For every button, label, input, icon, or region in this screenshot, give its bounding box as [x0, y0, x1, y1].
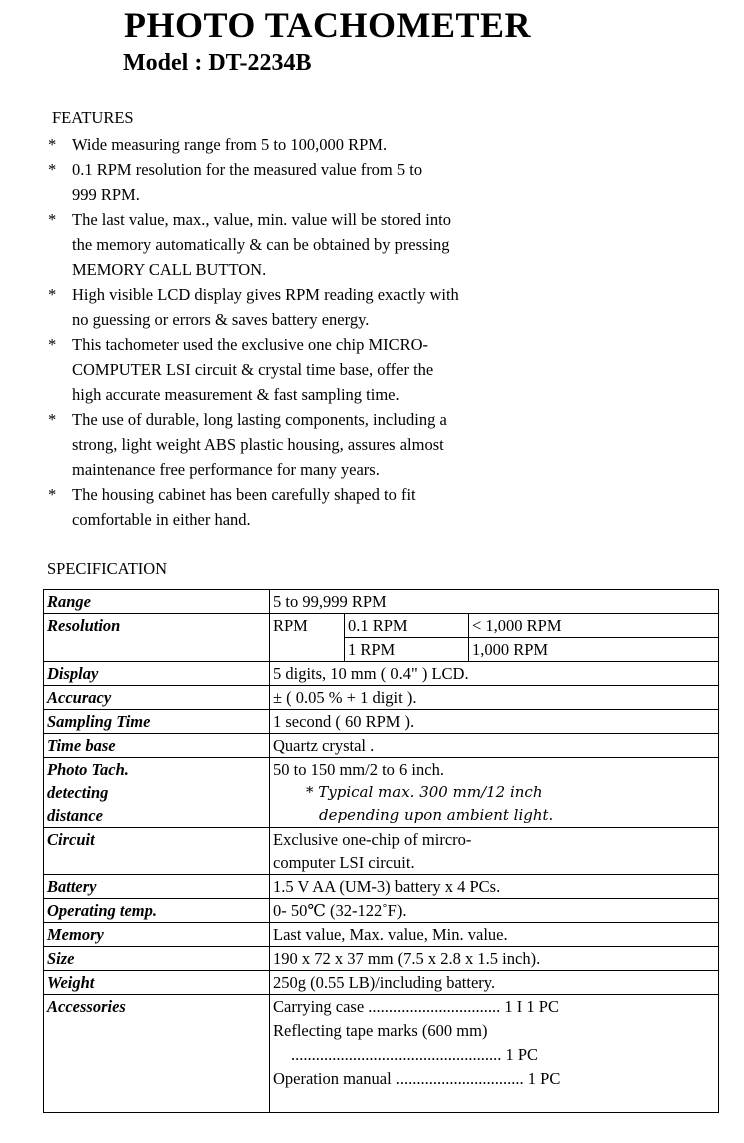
spec-value	[270, 995, 719, 1113]
spec-row-range	[44, 590, 719, 614]
resolution-unit: RPM	[270, 614, 345, 662]
bullet-asterisk: *	[48, 335, 57, 354]
spec-label: Resolution	[44, 614, 270, 662]
label-line: Photo Tach.	[47, 760, 129, 779]
feature-line: strong, light weight ABS plastic housing, assures almost	[72, 435, 444, 454]
features-heading: FEATURES	[52, 108, 134, 127]
bullet-asterisk: *	[48, 210, 57, 229]
feature-line: 0.1 RPM resolution for the measured value from 5 to	[72, 160, 423, 179]
model-number: Model : DT-2234B	[123, 50, 312, 76]
spec-value	[270, 758, 719, 828]
spec-label	[44, 758, 270, 828]
spec-value: 5 to 99,999 RPM	[270, 590, 719, 614]
resolution-value: 1 RPM	[345, 638, 469, 662]
bullet-asterisk: *	[48, 410, 57, 429]
specification-table	[43, 589, 719, 1113]
spec-row-timebase	[44, 734, 719, 758]
feature-line: maintenance free performance for many years.	[72, 460, 380, 479]
spec-row-sampling	[44, 710, 719, 734]
feature-line: The housing cabinet has been carefully shaped to fit	[72, 485, 416, 504]
spec-row-circuit	[44, 828, 719, 875]
bullet-asterisk: *	[48, 485, 57, 504]
spec-row-operating-temp	[44, 899, 719, 923]
bullet-asterisk: *	[48, 285, 57, 304]
spec-row-accessories	[44, 995, 719, 1113]
spec-value: 5 digits, 10 mm ( 0.4" ) LCD.	[270, 662, 719, 686]
feature-item	[46, 132, 542, 157]
value-line: 50 to 150 mm/2 to 6 inch.	[273, 760, 444, 779]
spec-label: Sampling Time	[44, 710, 270, 734]
spec-value	[270, 828, 719, 875]
spec-label: Circuit	[44, 828, 270, 875]
spec-row-weight	[44, 971, 719, 995]
value-line: computer LSI circuit.	[273, 853, 415, 872]
spec-value: 0- 50℃ (32-122˚F).	[270, 899, 719, 923]
feature-line: MEMORY CALL BUTTON.	[72, 260, 267, 279]
spec-value: 190 x 72 x 37 mm (7.5 x 2.8 x 1.5 inch).	[270, 947, 719, 971]
spec-value: Last value, Max. value, Min. value.	[270, 923, 719, 947]
feature-line: 999 RPM.	[72, 185, 140, 204]
note-line: depending upon ambient light.	[319, 806, 554, 824]
feature-line: High visible LCD display gives RPM reading exactly with	[72, 285, 459, 304]
spec-label: Accuracy	[44, 686, 270, 710]
feature-item	[46, 407, 542, 482]
spec-label: Accessories	[44, 995, 270, 1113]
feature-line: The use of durable, long lasting components, including a	[72, 410, 447, 429]
bullet-asterisk: *	[48, 135, 57, 154]
value-line: Exclusive one-chip of mircro-	[273, 830, 472, 849]
spec-label: Range	[44, 590, 270, 614]
spec-row-accuracy	[44, 686, 719, 710]
resolution-condition: 1,000 RPM	[469, 638, 719, 662]
label-line: distance	[47, 806, 103, 825]
spec-value: 1.5 V AA (UM-3) battery x 4 PCs.	[270, 875, 719, 899]
feature-item	[46, 282, 542, 332]
spec-row-memory	[44, 923, 719, 947]
spec-label: Weight	[44, 971, 270, 995]
feature-line: Wide measuring range from 5 to 100,000 RPM.	[72, 135, 388, 154]
spec-row-resolution	[44, 614, 719, 638]
spec-label: Display	[44, 662, 270, 686]
specification-heading: SPECIFICATION	[47, 559, 168, 578]
resolution-value: 0.1 RPM	[345, 614, 469, 638]
feature-line: The last value, max., value, min. value will be stored into	[72, 210, 451, 229]
bullet-asterisk: *	[48, 160, 57, 179]
label-line: detecting	[47, 783, 109, 802]
accessory-line: Operation manual ............................... 1 PC	[273, 1069, 561, 1088]
feature-line: This tachometer used the exclusive one chip MICRO-	[72, 335, 429, 354]
spec-label: Memory	[44, 923, 270, 947]
accessory-line: ................................................... 1 PC	[291, 1045, 539, 1064]
spec-row-battery	[44, 875, 719, 899]
document-title: PHOTO TACHOMETER	[124, 5, 532, 45]
spec-label: Time base	[44, 734, 270, 758]
feature-item	[46, 207, 542, 282]
features-list	[46, 132, 542, 532]
accessory-line: Carrying case ................................ 1 I 1 PC	[273, 997, 559, 1016]
spec-label: Operating temp.	[44, 899, 270, 923]
feature-line: comfortable in either hand.	[72, 510, 251, 529]
feature-line: high accurate measurement & fast sampling time.	[72, 385, 400, 404]
feature-line: the memory automatically & can be obtained by pressing	[72, 235, 450, 254]
spec-value: Quartz crystal .	[270, 734, 719, 758]
spec-label: Size	[44, 947, 270, 971]
spec-value: 250g (0.55 LB)/including battery.	[270, 971, 719, 995]
spec-label: Battery	[44, 875, 270, 899]
feature-item	[46, 332, 542, 407]
resolution-condition: < 1,000 RPM	[469, 614, 719, 638]
accessory-line: Reflecting tape marks (600 mm)	[273, 1021, 488, 1040]
feature-line: COMPUTER LSI circuit & crystal time base, offer the	[72, 360, 434, 379]
feature-line: no guessing or errors & saves battery energy.	[72, 310, 370, 329]
spec-value: ± ( 0.05 % + 1 digit ).	[270, 686, 719, 710]
feature-item	[46, 157, 542, 207]
spec-value: 1 second ( 60 RPM ).	[270, 710, 719, 734]
note-line: * Typical max. 300 mm/12 inch	[306, 783, 543, 801]
spec-row-detecting-distance	[44, 758, 719, 828]
feature-item	[46, 482, 542, 532]
spec-row-display	[44, 662, 719, 686]
spec-row-size	[44, 947, 719, 971]
